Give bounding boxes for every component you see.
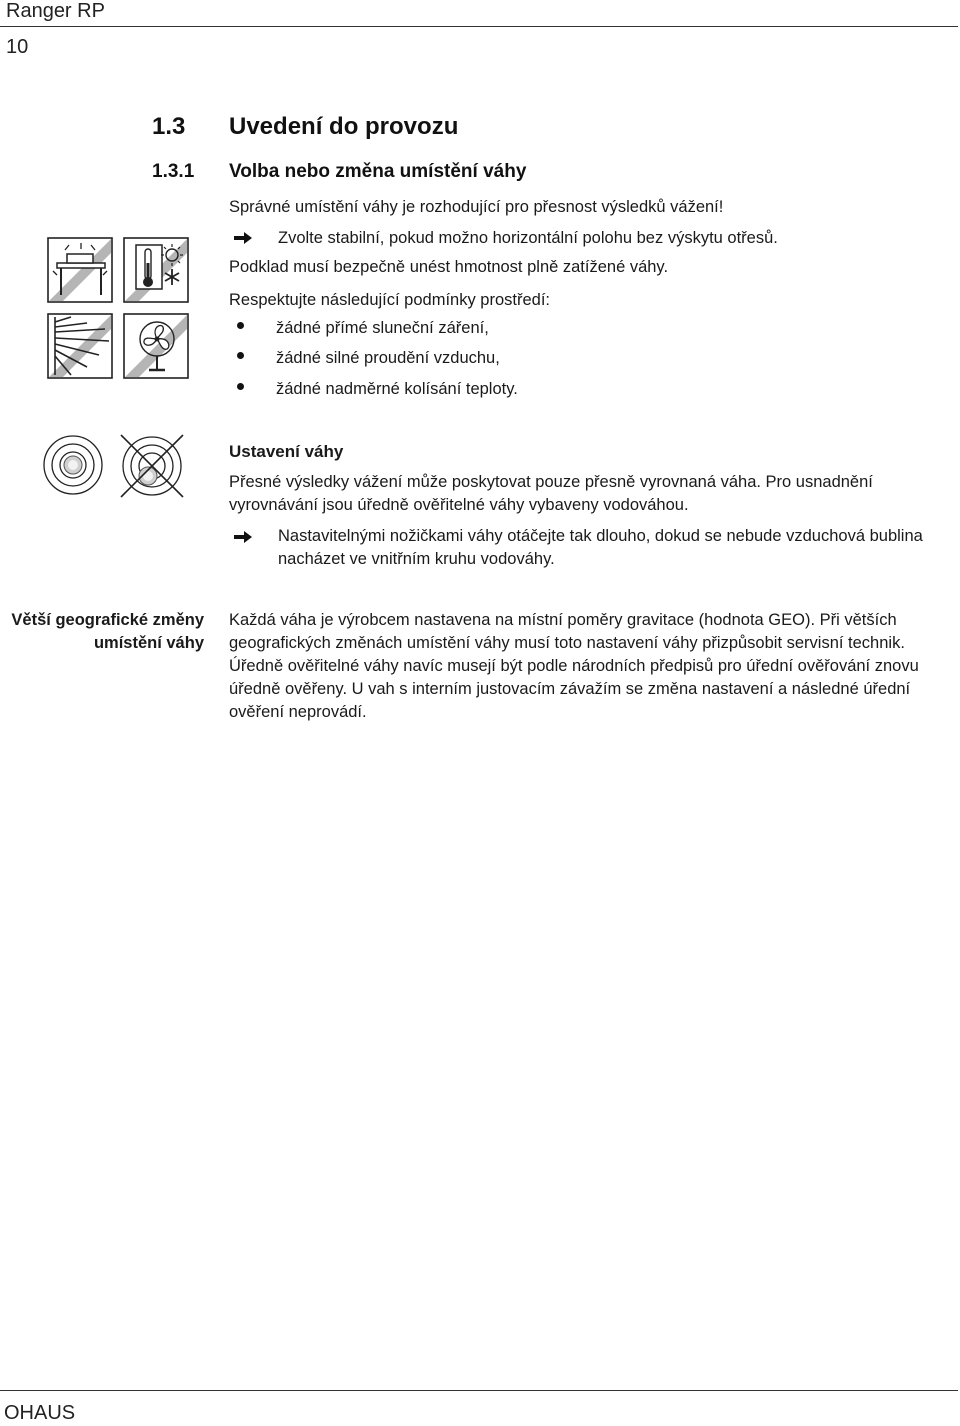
level-bubble-off-center-icon [118,432,186,500]
temperature-fluctuation-prohibited-icon [123,237,189,303]
level-bubble-centered-icon [42,434,104,496]
conditions-intro: Respektujte následující podmínky prostředí: [229,291,551,309]
footer-brand: OHAUS [4,1402,76,1424]
geo-paragraph-line: Úředně ověřitelné váhy navíc musejí být podle národních předpisů pro úřední ověřování znovu [229,657,919,675]
leveling-text-line2: vyrovnávání jsou úředně ověřitelné váhy vybaveny vodováhou. [229,496,689,514]
support-note: Podklad musí bezpečně unést hmotnost plně zatížené váhy. [229,258,669,276]
direct-sunlight-prohibited-icon [47,313,113,379]
leveling-instruction-line2: nacházet ve vnitřním kruhu vodováhy. [278,550,555,568]
document-title: Ranger RP [6,0,105,22]
leveling-text-line1: Přesné výsledky vážení může poskytovat pouze přesně vyrovnaná váha. Pro usnadnění [229,473,873,491]
condition-item: žádné silné proudění vzduchu, [276,349,500,367]
subsection-title: Volba nebo změna umístění váhy [229,161,527,182]
leveling-heading: Ustavení váhy [229,442,344,461]
page-number: 10 [6,36,29,58]
placement-instruction: Zvolte stabilní, pokud možno horizontální polohu bez výskytu otřesů. [278,229,778,247]
placement-intro: Správné umístění váhy je rozhodující pro přesnost výsledků vážení! [229,198,724,216]
geo-side-heading-line1: Větší geografické změny [11,611,204,629]
table-vibration-prohibited-icon [47,237,113,303]
header-rule [0,26,958,27]
geo-paragraph-line: Každá váha je výrobcem nastavena na místní poměry gravitace (hodnota GEO). Při větších [229,611,897,629]
arrow-right-icon [232,231,254,245]
geo-paragraph-line: úředně ověřeny. U vah s interním justovacím závažím se změna nastavení a následné úřední [229,680,911,698]
leveling-instruction-line1: Nastavitelnými nožičkami váhy otáčejte tak dlouho, dokud se nebude vzduchová bublina [278,527,923,545]
condition-item: žádné nadměrné kolísání teploty. [276,380,518,398]
subsection-number: 1.3.1 [152,161,195,182]
geo-paragraph-line: geografických změnách umístění váhy musí toto nastavení váhy přizpůsobit servisní technik. [229,634,905,652]
arrow-right-icon [232,530,254,544]
condition-item: žádné přímé sluneční záření, [276,319,489,337]
bullet-icon [237,383,244,390]
geo-side-heading-line2: umístění váhy [93,634,204,652]
section-number: 1.3 [152,113,186,140]
geo-paragraph-line: ověření neprovádí. [229,703,367,721]
footer-rule [0,1390,958,1391]
fan-airflow-prohibited-icon [123,313,189,379]
bullet-icon [237,322,244,329]
section-title: Uvedení do provozu [229,113,459,140]
bullet-icon [237,352,244,359]
